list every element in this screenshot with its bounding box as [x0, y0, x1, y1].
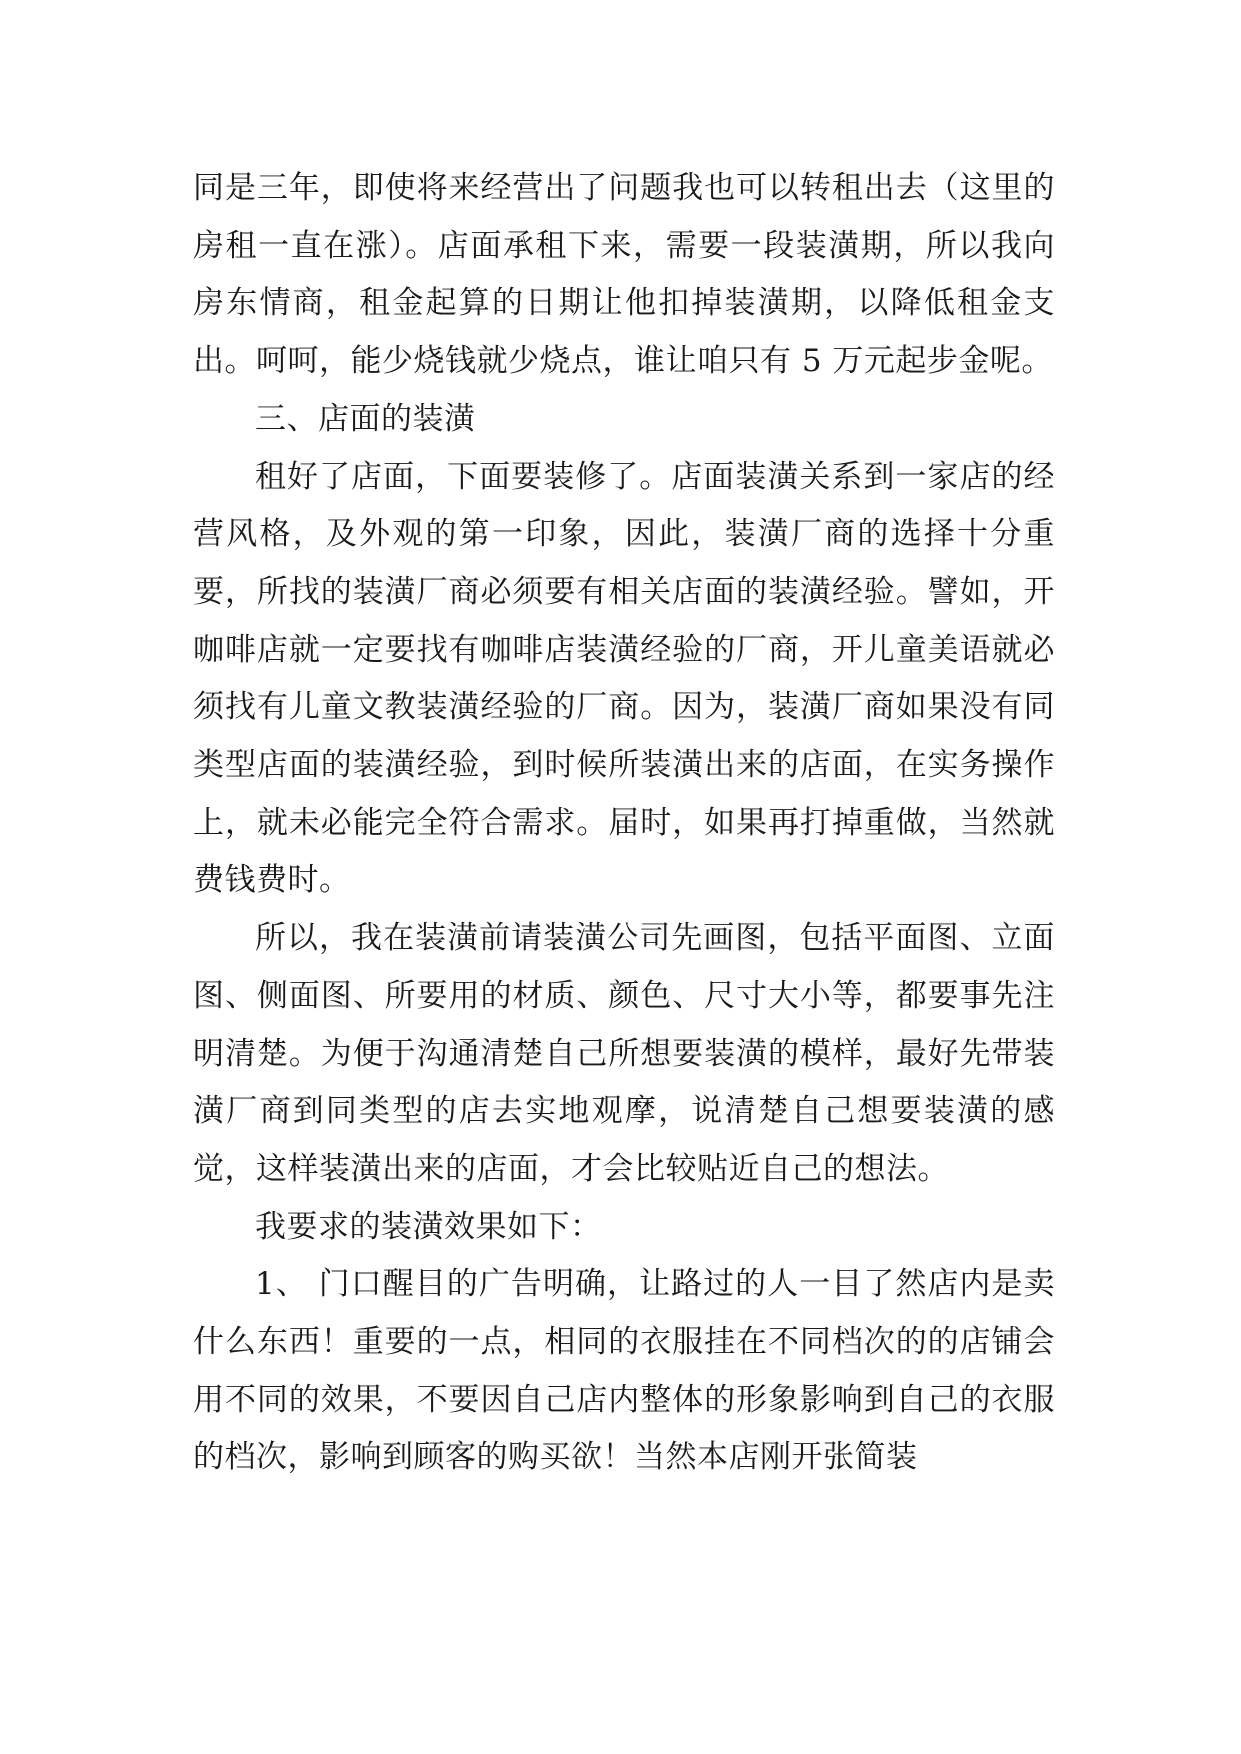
- paragraph-requirements-intro: 我要求的装潢效果如下：: [255, 1208, 602, 1245]
- paragraph-rent-continued: 同是三年，即使将来经营出了问题我也可以转租出去（这里的房租一直在涨）。店面承租下来，需要一段装潢期，所以我向房东情商，租金起算的日期让他扣掉装潢期，以降低租金支出。呵呵，能少烧钱就少烧点，谁让咱只有 5 万元起步金呢。: [193, 170, 1055, 380]
- body-text: [193, 160, 1055, 1487]
- section-heading-decoration: 三、店面的装潢: [255, 400, 476, 437]
- paragraph-decoration-drawings: 所以，我在装潢前请装潢公司先画图，包括平面图、立面图、侧面图、所要用的材质、颜色、尺寸大小等，都要事先注明清楚。为便于沟通清楚自己所想要装潢的模样，最好先带装潢厂商到同类型的店去实地观摩，说清楚自己想要装潢的感觉，这样装潢出来的店面，才会比较贴近自己的想法。: [193, 920, 1055, 1187]
- paragraph-decoration-vendor: 租好了店面，下面要装修了。店面装潢关系到一家店的经营风格，及外观的第一印象，因此，装潢厂商的选择十分重要，所找的装潢厂商必须要有相关店面的装潢经验。譬如，开咖啡店就一定要找有咖啡店装潢经验的厂商，开儿童美语就必须找有儿童文教装潢经验的厂商。因为，装潢厂商如果没有同类型店面的装潢经验，到时候所装潢出来的店面，在实务操作上，就未必能完全符合需求。届时，如果再打掉重做，当然就费钱费时。: [193, 458, 1055, 899]
- paragraph-requirement-1: 1、 门口醒目的广告明确，让路过的人一目了然店内是卖什么东西！重要的一点，相同的衣服挂在不同档次的的店铺会用不同的效果，不要因自己店内整体的形象影响到自己的衣服的档次，影响到顾客的购买欲！当然本店刚开张简装: [193, 1266, 1055, 1476]
